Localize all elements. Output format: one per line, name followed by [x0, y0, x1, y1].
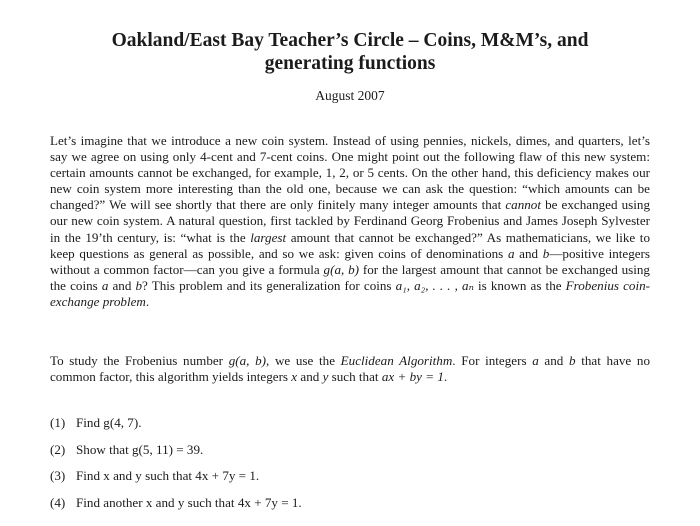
problem-text: Find x and y such that 4x + 7y = 1.	[76, 468, 260, 483]
math-var-b: b	[569, 353, 576, 368]
title-line-2: generating functions	[264, 53, 436, 74]
emphasis-largest: largest	[250, 229, 287, 245]
intro-text-10: .	[145, 293, 150, 309]
euclid-text-4: and	[538, 353, 570, 368]
euclid-text-3: . For integers	[452, 353, 533, 368]
intro-text-9: is known as the	[473, 277, 566, 293]
list-item	[50, 494, 650, 521]
math-var-y: y	[322, 369, 329, 385]
title-line-1: Oakland/East Bay Teacher’s Circle – Coins, M&M’s, and	[111, 30, 589, 51]
emphasis-cannot: cannot	[505, 197, 541, 213]
problem-name: Frobenius coin-exchange problem	[50, 277, 650, 309]
euclid-text-5: that have no common factor, this algorithm yields integers	[50, 353, 651, 385]
list-item	[50, 467, 650, 494]
math-var-b: b	[135, 277, 143, 293]
intro-text-8: ? This problem and its generalization for coins	[142, 277, 396, 293]
math-var-a: a	[507, 245, 515, 261]
problem-text: Find g(4, 7).	[76, 415, 142, 430]
euclid-paragraph	[50, 353, 650, 385]
document-title	[60, 29, 640, 75]
intro-text-7: and	[108, 277, 136, 293]
math-var-a: a	[101, 277, 109, 293]
euclid-text-8: .	[443, 369, 448, 385]
math-coins-list: a₁, a₂, . . . , aₙ	[395, 277, 474, 293]
problem-text: Find another x and y such that 4x + 7y = 1.	[76, 494, 302, 510]
intro-paragraph	[50, 133, 650, 310]
math-g-a-b: g(a, b)	[228, 353, 267, 368]
math-var-a: a	[532, 353, 539, 368]
math-var-b: b	[542, 245, 550, 261]
list-item	[50, 441, 650, 468]
euclid-text-2: , we use the	[266, 353, 341, 368]
intro-text-5: —positive integers without a common factor—can you give a formula	[50, 245, 651, 277]
euclid-text-6: and	[297, 369, 323, 385]
intro-text-3: amount that cannot be exchanged?” As mathematicians, we like to keep questions as general as possible, and so we ask: given coins of denominations	[50, 229, 650, 261]
math-g-a-b: g(a, b)	[323, 261, 360, 277]
document-date: August 2007	[315, 88, 385, 103]
problem-number: (2)	[50, 441, 66, 457]
list-item	[50, 414, 650, 441]
intro-text-1: Let’s imagine that we introduce a new coin system. Instead of using pennies, nickels, dimes, and quarters, let’s say we agree on using only 4-cent and 7-cent coins. One might point out the following flaw of this new system: certain amounts cannot be exchanged, for example, 1, 2, or 5 cents. On the other hand, this deficiency makes our new coin system more interesting than the old one, because we can ask the question: “which amounts can be changed?” We will see shortly that there are only finitely many integer amounts that	[50, 133, 650, 213]
intro-text-6: for the largest amount that cannot be exchanged using the coins	[50, 261, 650, 293]
euclid-text-1: To study the Frobenius number	[50, 353, 229, 368]
math-var-x: x	[291, 369, 298, 385]
problem-number: (1)	[50, 415, 66, 430]
intro-text-4: and	[514, 245, 543, 261]
problem-number: (3)	[50, 468, 66, 483]
math-equation: ax + by = 1	[381, 369, 444, 385]
problem-list	[50, 414, 650, 520]
problem-number: (4)	[50, 494, 66, 510]
intro-text-2: be exchanged using our new coin system. A natural question, first tackled by Ferdinand Georg Frobenius and James Joseph Sylvester in the 19’th century, is: “what is the	[50, 197, 650, 245]
problem-text: Show that g(5, 11) = 39.	[76, 441, 204, 457]
algorithm-name: Euclidean Algorithm	[340, 353, 453, 368]
euclid-text-7: such that	[328, 369, 382, 385]
